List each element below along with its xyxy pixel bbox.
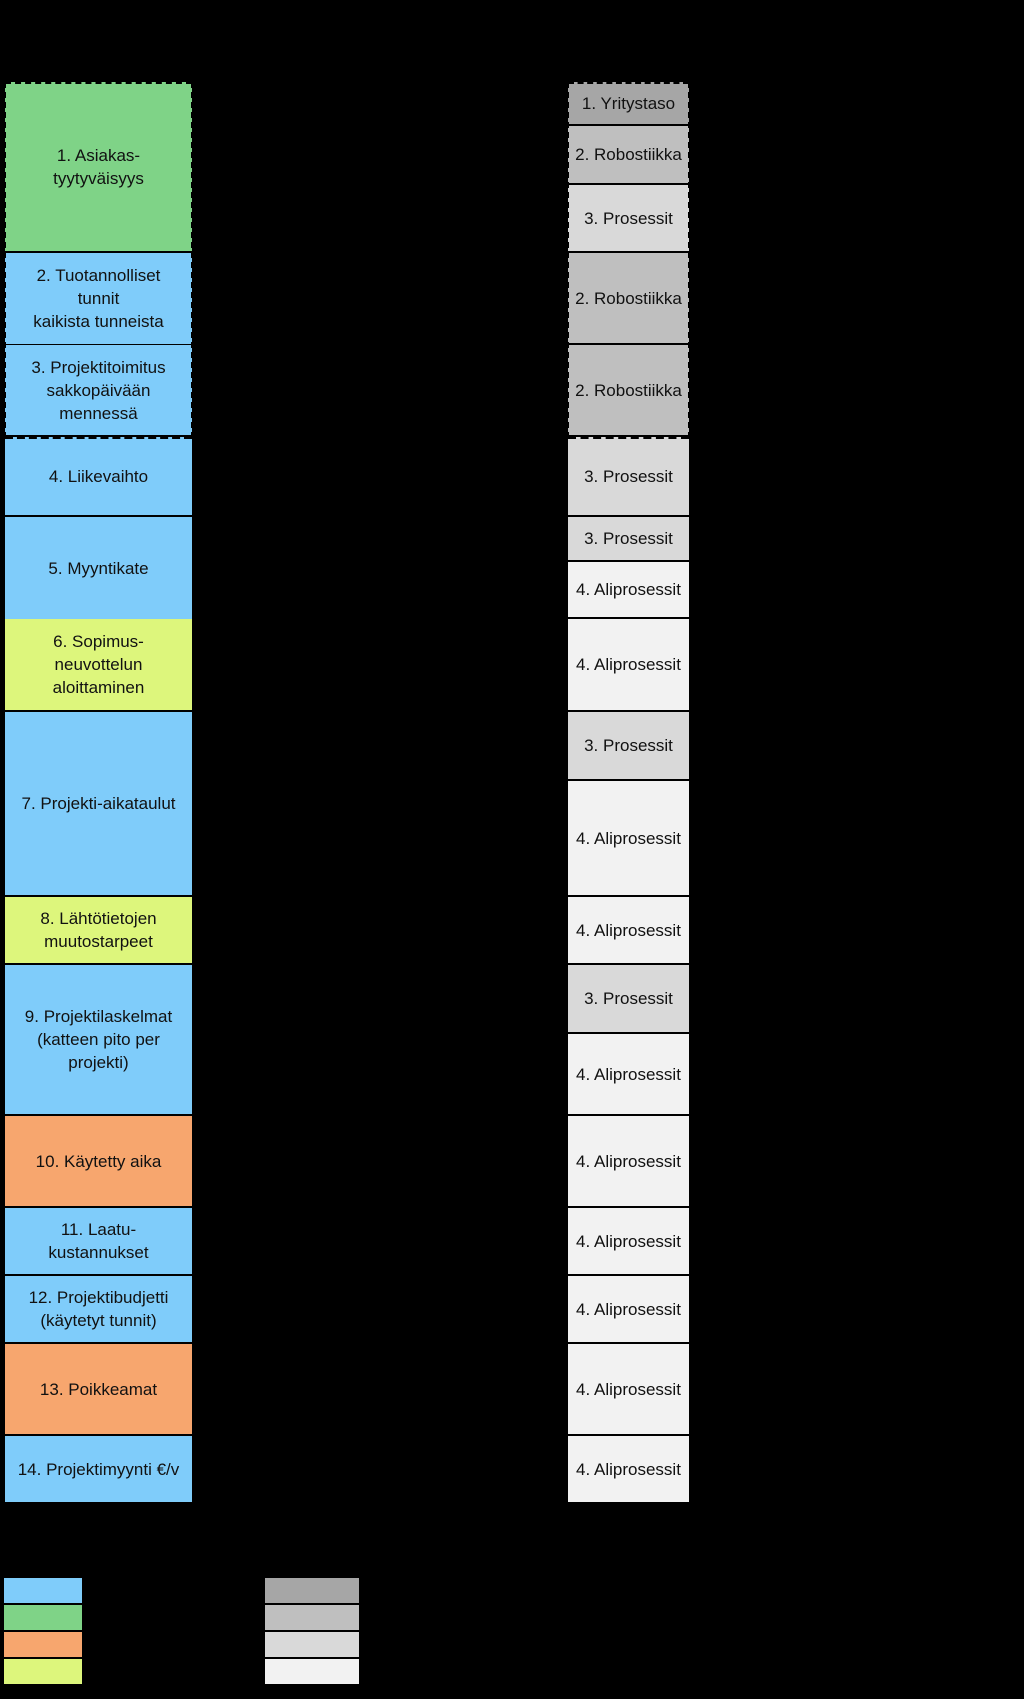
level-box-16: 4. Aliprosessit — [568, 1208, 689, 1276]
legend-swatch-level-3 — [265, 1632, 359, 1659]
indicator-box-14: 14. Projektimyynti €/v — [5, 1436, 192, 1504]
indicator-box-6: 6. Sopimus- neuvottelun aloittaminen — [5, 619, 192, 712]
level-box-19: 4. Aliprosessit — [568, 1436, 689, 1504]
level-box-8: 4. Aliprosessit — [568, 562, 689, 619]
level-box-3: 3. Prosessit — [568, 185, 689, 253]
legend-swatch-color-1 — [4, 1578, 82, 1605]
top-group-divider-left — [5, 435, 192, 439]
level-box-17: 4. Aliprosessit — [568, 1276, 689, 1344]
level-box-18: 4. Aliprosessit — [568, 1344, 689, 1436]
indicator-box-11: 11. Laatu- kustannukset — [5, 1208, 192, 1276]
level-box-9: 4. Aliprosessit — [568, 619, 689, 712]
indicator-box-3: 3. Projektitoimitus sakkopäivään mennessä — [5, 345, 192, 437]
legend-swatch-color-4 — [4, 1659, 82, 1686]
legend-swatch-color-2 — [4, 1605, 82, 1632]
top-group-outline-left-edge-right — [191, 82, 193, 438]
legend-swatch-level-1 — [265, 1578, 359, 1605]
top-group-divider-right — [568, 435, 689, 439]
indicator-box-1: 1. Asiakas- tyytyväisyys — [5, 82, 192, 253]
indicator-box-12: 12. Projektibudjetti (käytetyt tunnit) — [5, 1276, 192, 1344]
top-group-outline-right — [568, 82, 689, 84]
legend-swatch-color-3 — [4, 1632, 82, 1659]
indicator-box-8: 8. Lähtötietojen muutostarpeet — [5, 897, 192, 965]
level-box-6: 3. Prosessit — [568, 437, 689, 517]
top-group-outline-right-edge-right — [688, 82, 690, 438]
top-group-outline-right-edge — [567, 82, 569, 438]
level-box-7: 3. Prosessit — [568, 517, 689, 562]
indicator-box-4: 4. Liikevaihto — [5, 437, 192, 517]
level-box-10: 3. Prosessit — [568, 712, 689, 781]
level-box-11: 4. Aliprosessit — [568, 781, 689, 897]
level-box-14: 4. Aliprosessit — [568, 1034, 689, 1116]
legend-swatch-level-2 — [265, 1605, 359, 1632]
indicator-box-9: 9. Projektilaskelmat (katteen pito per projekti) — [5, 965, 192, 1116]
indicator-box-13: 13. Poikkeamat — [5, 1344, 192, 1436]
indicator-box-10: 10. Käytetty aika — [5, 1116, 192, 1208]
legend-swatch-level-4 — [265, 1659, 359, 1686]
indicator-box-5: 5. Myyntikate — [5, 517, 192, 621]
level-box-5: 2. Robostiikka — [568, 345, 689, 437]
level-box-1: 1. Yritystaso — [568, 82, 689, 126]
level-box-12: 4. Aliprosessit — [568, 897, 689, 965]
level-box-4: 2. Robostiikka — [568, 253, 689, 345]
top-group-outline-left — [5, 82, 192, 84]
level-box-15: 4. Aliprosessit — [568, 1116, 689, 1208]
indicator-box-7: 7. Projekti-aikataulut — [5, 712, 192, 897]
indicator-box-2: 2. Tuotannolliset tunnit kaikista tunneista — [5, 253, 192, 346]
level-box-13: 3. Prosessit — [568, 965, 689, 1034]
top-group-outline-left-edge — [4, 82, 6, 438]
level-box-2: 2. Robostiikka — [568, 126, 689, 185]
